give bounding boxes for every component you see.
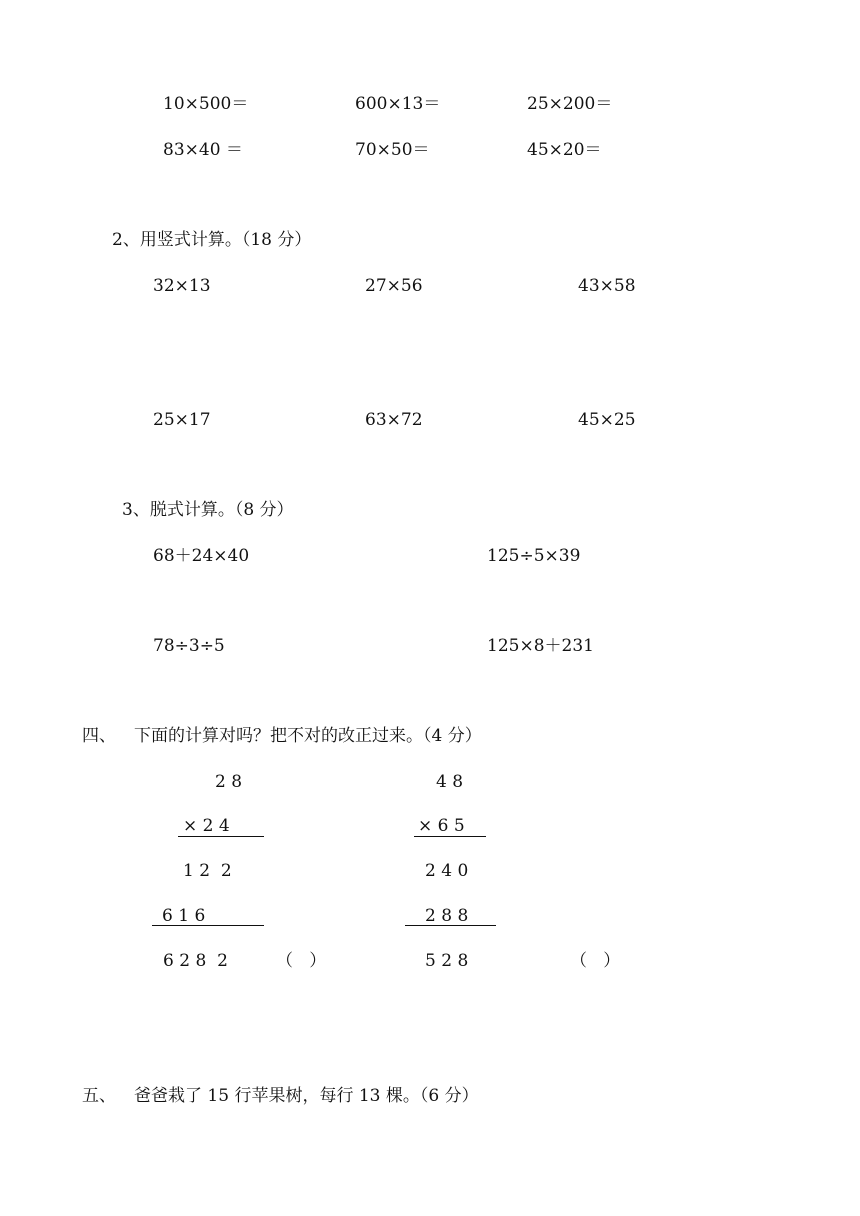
answer-paren: （ ） (570, 951, 621, 971)
expression-problem: 125÷5×39 (487, 546, 581, 566)
sum-line (405, 925, 496, 926)
vertical-problem: 32×13 (153, 276, 211, 296)
vertical-problem: 27×56 (365, 276, 423, 296)
final-product: 5 2 8 (425, 951, 469, 971)
vertical-problem: 45×25 (578, 410, 636, 430)
partial-product: 6 1 6 (162, 906, 206, 926)
product-line (178, 836, 264, 837)
multiplicand: 4 8 (436, 772, 464, 792)
vertical-problem: 25×17 (153, 410, 211, 430)
sum-line (152, 925, 264, 926)
multiplier: × 6 5 (418, 816, 465, 836)
section-title: 3、脱式计算。（8 分） (122, 500, 294, 520)
partial-product: 2 4 0 (425, 861, 469, 881)
oral-problem: 83×40 ＝ (163, 140, 243, 160)
vertical-problem: 63×72 (365, 410, 423, 430)
expression-problem: 125×8＋231 (487, 636, 594, 656)
expression-problem: 68＋24×40 (153, 546, 250, 566)
vertical-problem: 43×58 (578, 276, 636, 296)
product-line (414, 836, 486, 837)
part-number: 四、 (82, 726, 116, 746)
part-number: 五、 (82, 1086, 116, 1106)
oral-problem: 10×500＝ (163, 94, 249, 114)
answer-paren: （ ） (276, 951, 327, 971)
oral-problem: 70×50＝ (355, 140, 430, 160)
part-title: 爸爸栽了 15 行苹果树，每行 13 棵。（6 分） (134, 1086, 479, 1106)
part-title: 下面的计算对吗？把不对的改正过来。（4 分） (134, 726, 482, 746)
expression-problem: 78÷3÷5 (153, 636, 225, 656)
multiplier: × 2 4 (183, 816, 230, 836)
section-title: 2、用竖式计算。（18 分） (112, 230, 312, 250)
final-product: 6 2 8 2 (163, 951, 228, 971)
partial-product: 2 8 8 (425, 906, 469, 926)
oral-problem: 45×20＝ (527, 140, 602, 160)
partial-product: 1 2 2 (183, 861, 232, 881)
oral-problem: 25×200＝ (527, 94, 613, 114)
oral-problem: 600×13＝ (355, 94, 441, 114)
multiplicand: 2 8 (215, 772, 243, 792)
